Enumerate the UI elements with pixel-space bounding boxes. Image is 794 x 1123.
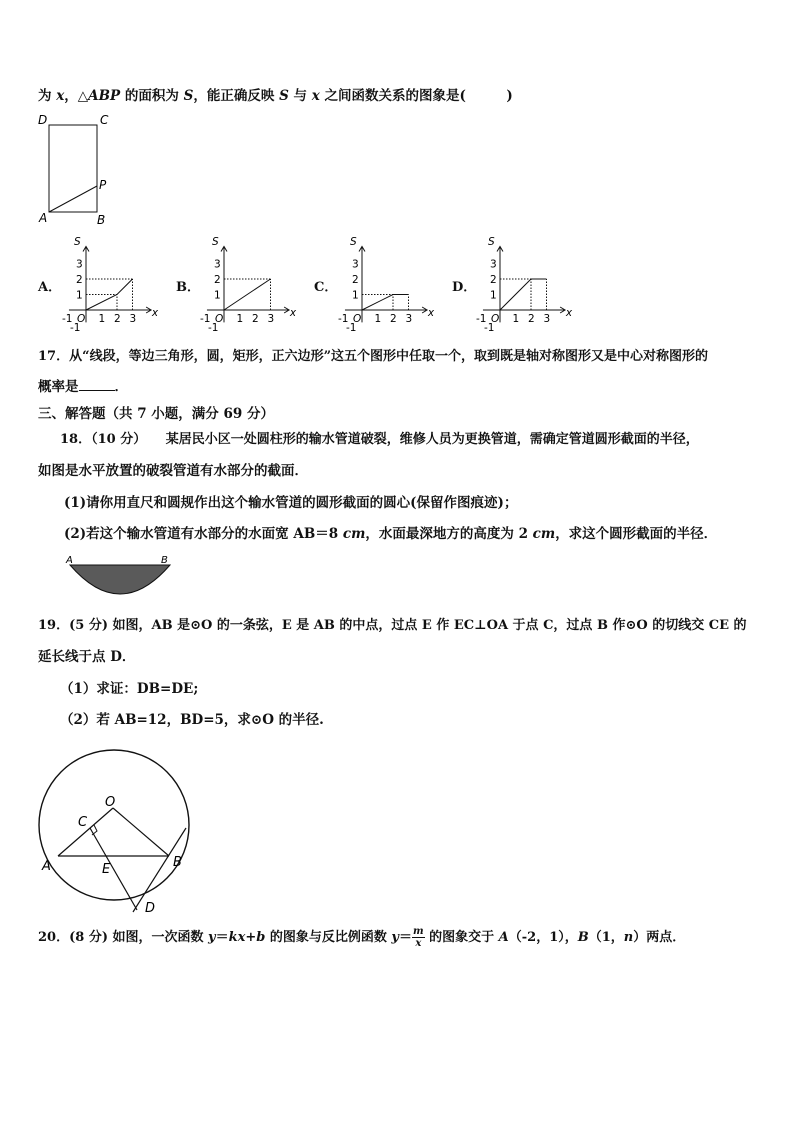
q19-part1: （1）求证：DB=DE; <box>60 681 199 697</box>
fig-label-e: E <box>102 862 111 877</box>
q20-text-d: ＝ <box>398 930 412 945</box>
section-title: 三、解答题（共 7 小题，满分 69 分） <box>38 406 274 422</box>
graph-c-tick-y1: 1 <box>352 289 359 302</box>
fig-label-o: O <box>105 795 116 810</box>
segment-ap <box>49 186 97 212</box>
q20-point-b: B <box>577 930 589 945</box>
q16-var-s2: S <box>279 88 289 104</box>
q20-line <box>38 926 685 949</box>
q16-text-d: ，能正确反映 <box>193 88 280 104</box>
graph-b-label-x: x <box>289 307 297 319</box>
label-p: P <box>99 178 107 192</box>
pipe-label-a: A <box>66 555 73 566</box>
option-d-graph <box>474 232 573 334</box>
frac-numerator: m <box>413 926 424 937</box>
q20-text-g: （1， <box>588 930 624 945</box>
rectangle-abcd-figure <box>34 110 124 228</box>
circle-figure <box>34 732 204 917</box>
fig-label-a: A <box>42 859 51 874</box>
q16-var-s: S <box>183 88 194 104</box>
graph-d-function-line <box>500 279 547 310</box>
q16-text-a: 为 <box>38 88 57 104</box>
graph-b-label-o: O <box>215 313 224 325</box>
graph-d-tick-y1: 1 <box>490 289 497 302</box>
segment-ob <box>113 808 169 856</box>
graph-a-label-s: S <box>74 235 81 248</box>
circle-o <box>39 750 189 900</box>
graph-c-label-x: x <box>427 307 435 319</box>
pipe-label-b: B <box>161 555 168 566</box>
graph-a-tick-y1: 1 <box>76 289 83 302</box>
q16-abp: ABP <box>88 88 121 104</box>
q18-line2: 如图是水平放置的破裂管道有水部分的截面． <box>38 463 308 479</box>
graph-b-function-line <box>224 279 271 310</box>
label-d: D <box>38 113 48 127</box>
graph-b-tick-xneg1: -1 <box>200 313 211 325</box>
q18-unit1: cm <box>342 526 366 542</box>
graph-c-tick-yneg1: -1 <box>346 322 357 334</box>
graph-d-tick-xneg1: -1 <box>476 313 487 325</box>
q20-text-a: 20．(8 分) 如图，一次函数 <box>38 930 209 945</box>
graph-b-label-s: S <box>212 235 219 248</box>
option-a-graph <box>60 232 159 334</box>
q20-text-h: ）两点． <box>633 930 686 945</box>
graph-b-tick-x2: 2 <box>252 313 259 325</box>
pipe-section-figure <box>60 553 180 601</box>
option-c-letter: C． <box>314 280 338 295</box>
graph-a-tick-yneg1: -1 <box>70 322 81 334</box>
graph-c-tick-xneg1: -1 <box>338 313 349 325</box>
graph-b-tick-y1: 1 <box>214 289 221 302</box>
water-segment <box>70 565 170 594</box>
q18-part2 <box>64 522 717 542</box>
fig-label-b: B <box>173 855 182 870</box>
graph-c-tick-y3: 3 <box>352 258 359 271</box>
graph-c-tick-x1: 1 <box>374 313 382 325</box>
graph-a-tick-y3: 3 <box>76 258 83 271</box>
q18-text-c: ，求这个圆形截面的半径． <box>555 526 718 542</box>
option-d-letter: D． <box>452 280 477 295</box>
graph-b-tick-y3: 3 <box>214 258 221 271</box>
graph-d-label-s: S <box>488 235 495 248</box>
graph-c-tick-y2: 2 <box>352 274 359 286</box>
graph-a-label-x: x <box>151 307 159 319</box>
q17-text-a: 概率是 <box>38 379 79 395</box>
graph-d-tick-x1: 1 <box>512 313 520 325</box>
option-a-letter: A． <box>38 280 62 295</box>
option-b-letter: B． <box>176 280 200 295</box>
q20-n: n <box>623 930 634 945</box>
q20-kxb: kx+b <box>228 930 266 945</box>
graph-b-tick-x1: 1 <box>236 313 244 325</box>
q16-text-e: 与 <box>288 88 312 104</box>
q16-text-b: ，△ <box>64 88 89 104</box>
graph-b-tick-y2: 2 <box>214 274 221 286</box>
q20-y2: y <box>391 930 399 945</box>
graph-a-tick-xneg1: -1 <box>62 313 73 325</box>
fig-label-d: D <box>145 901 156 916</box>
q17-line1: 17．从“线段，等边三角形，圆，矩形，正六边形”这五个图形中任取一个，取到既是轴对称图形又是中心对称图形的 <box>38 349 709 364</box>
option-c-graph <box>336 232 435 334</box>
q19-line2: 延长线于点 D． <box>38 649 136 665</box>
graph-a-label-o: O <box>77 313 86 325</box>
q20-text-b: ＝ <box>215 930 229 945</box>
q18-line1: 18．（10 分） 某居民小区一处圆柱形的输水管道破裂，维修人员为更换管道，需确定管道圆形截面的半径， <box>60 432 699 447</box>
q18-part1: (1)请你用直尺和圆规作出这个输水管道的圆形截面的圆心(保留作图痕迹)； <box>64 495 518 511</box>
graph-a-tick-x3: 3 <box>129 313 137 325</box>
graph-d-tick-y3: 3 <box>490 258 497 271</box>
label-b: B <box>97 213 106 227</box>
graph-c-label-o: O <box>353 313 362 325</box>
graph-d-tick-yneg1: -1 <box>484 322 495 334</box>
graph-a-tick-y2: 2 <box>76 274 83 286</box>
q20-point-a: A <box>498 930 509 945</box>
q20-y1: y <box>208 930 216 945</box>
q16-var-x: x <box>56 88 65 104</box>
graph-d-tick-y2: 2 <box>490 274 497 286</box>
graph-b-tick-x3: 3 <box>267 313 275 325</box>
graph-c-label-s: S <box>350 235 357 248</box>
graph-c-function-line <box>362 295 409 311</box>
graph-c-tick-x2: 2 <box>390 313 397 325</box>
graph-c-tick-x3: 3 <box>405 313 413 325</box>
graph-d-tick-x2: 2 <box>528 313 535 325</box>
q16-text-c: 的面积为 <box>120 88 184 104</box>
q20-text-f: （-2，1）， <box>508 930 578 945</box>
q16-var-x2: x <box>311 88 320 104</box>
graph-a-tick-x2: 2 <box>114 313 121 325</box>
q17-line2 <box>38 375 128 395</box>
q18-unit2: cm <box>532 526 556 542</box>
graph-d-label-o: O <box>491 313 500 325</box>
graph-d-label-x: x <box>565 307 573 319</box>
q16-text-f: 之间函数关系的图象是( ) <box>319 88 513 104</box>
q20-text-c: 的图象与反比例函数 <box>265 930 392 945</box>
option-b-graph <box>198 232 297 334</box>
graph-a-tick-x1: 1 <box>98 313 106 325</box>
answer-blank <box>79 390 115 391</box>
label-c: C <box>100 113 109 127</box>
q18-text-b: ，水面最深地方的高度为 2 <box>365 526 533 542</box>
frac-denominator: x <box>415 938 422 949</box>
graph-d-tick-x3: 3 <box>543 313 551 325</box>
q20-text-e: 的图象交于 <box>424 930 499 945</box>
q19-line1: 19．(5 分) 如图，AB 是⊙O 的一条弦，E 是 AB 的中点，过点 E 作 EC⊥OA 于点 C，过点 B 作⊙O 的切线交 CE 的 <box>38 618 747 633</box>
q17-text-b: ． <box>114 379 128 395</box>
q19-part2: （2）若 AB=12，BD=5，求⊙O 的半径. <box>60 712 324 728</box>
fraction-m-over-x <box>412 926 425 949</box>
q18-text-a: (2)若这个输水管道有水部分的水面宽 AB＝8 <box>64 526 343 542</box>
label-a: A <box>39 211 48 225</box>
tangent-bd <box>133 828 186 912</box>
fig-label-c: C <box>78 815 88 830</box>
q16-stem <box>38 84 513 104</box>
graph-b-tick-yneg1: -1 <box>208 322 219 334</box>
